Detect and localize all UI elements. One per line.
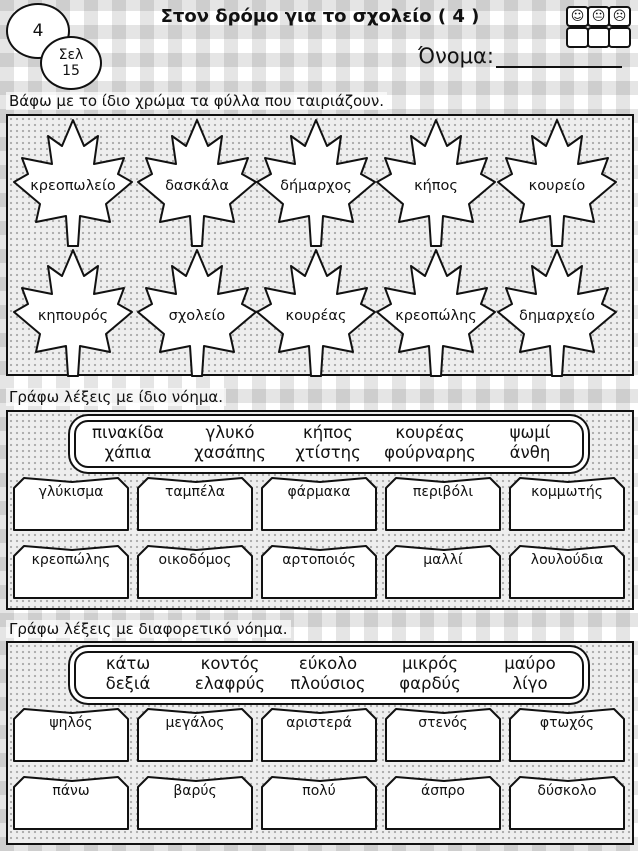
maple-leaf[interactable] [12, 248, 134, 378]
leaf-word: κρεοπωλείο [30, 178, 116, 194]
word-bank-word: κοντός [200, 654, 260, 673]
card-word: πάνω [52, 783, 90, 799]
card-word: κομμωτής [531, 484, 603, 500]
word-bank-column [380, 654, 480, 694]
word-bank-word: κήπος [303, 423, 353, 442]
maple-leaf[interactable] [255, 118, 377, 248]
synonyms-word-bank [74, 420, 584, 468]
word-bank-word: χτίστης [295, 443, 361, 462]
word-bank-column [180, 654, 280, 694]
word-card[interactable] [12, 476, 130, 532]
leaf-word: δήμαρχος [280, 178, 352, 194]
card-word: ψηλός [49, 715, 93, 731]
word-card[interactable] [12, 544, 130, 600]
leaf-word: κρεοπώλης [395, 308, 477, 324]
word-bank-column [278, 654, 378, 694]
word-card[interactable] [12, 707, 130, 763]
word-card[interactable] [136, 544, 254, 600]
blank-box[interactable] [587, 27, 610, 48]
self-assessment-faces [566, 6, 630, 48]
happy-face-icon[interactable]: ☺ [566, 6, 589, 27]
word-bank-word: κάτω [105, 654, 151, 673]
name-field[interactable] [496, 66, 622, 68]
maple-leaf[interactable] [136, 118, 258, 248]
word-bank-word: φαρδύς [399, 674, 461, 693]
card-word: μεγάλος [165, 715, 225, 731]
word-card[interactable] [508, 775, 626, 831]
card-word: βαρύς [173, 783, 217, 799]
word-card[interactable] [260, 544, 378, 600]
page-label: Σελ 15 [58, 47, 84, 79]
maple-leaf[interactable] [375, 118, 497, 248]
name-label: Όνομα: [418, 44, 494, 68]
card-word: πολύ [302, 783, 336, 799]
maple-leaf[interactable] [136, 248, 258, 378]
word-bank-word: πινακίδα [92, 423, 164, 442]
word-bank-word: ψωμί [509, 423, 551, 442]
word-bank-column [78, 423, 178, 463]
blank-box[interactable] [608, 27, 631, 48]
word-card[interactable] [384, 775, 502, 831]
page-title: Στον δρόμο για το σχολείο ( 4 ) [160, 6, 480, 27]
word-card[interactable] [12, 775, 130, 831]
word-card[interactable] [384, 707, 502, 763]
word-bank-column [278, 423, 378, 463]
maple-leaf[interactable] [496, 118, 618, 248]
leaves-panel [6, 114, 634, 376]
card-word: δύσκολο [537, 783, 597, 799]
word-bank-word: άνθη [509, 443, 551, 462]
word-card[interactable] [136, 775, 254, 831]
word-bank-word: φούρναρης [384, 443, 476, 462]
word-card[interactable] [260, 707, 378, 763]
neutral-face-icon[interactable]: 😐 [587, 6, 610, 27]
antonyms-word-bank [74, 651, 584, 699]
card-word: φάρμακα [287, 484, 351, 500]
card-word: άσπρο [421, 783, 465, 799]
word-bank-column [180, 423, 280, 463]
sad-face-icon[interactable]: ☹ [608, 6, 631, 27]
leaf-word: σχολείο [168, 308, 226, 324]
leaf-word: κουρέας [285, 308, 347, 324]
word-card[interactable] [384, 544, 502, 600]
card-word: λουλούδια [530, 552, 604, 568]
section1-instruction: Βάφω με το ίδιο χρώμα τα φύλλα που ταιριάζουν. [6, 92, 387, 110]
word-bank-word: λίγο [512, 674, 548, 693]
card-word: κρεοπώλης [31, 552, 111, 568]
card-word: οικοδόμος [158, 552, 232, 568]
word-bank-word: μικρός [401, 654, 459, 673]
leaf-word: κηπουρός [37, 308, 109, 324]
word-bank-column [380, 423, 480, 463]
maple-leaf[interactable] [255, 248, 377, 378]
card-word: ταμπέλα [164, 484, 226, 500]
worksheet-number: 4 [32, 21, 44, 41]
card-word: φτωχός [539, 715, 595, 731]
word-bank-word: πλούσιος [290, 674, 366, 693]
card-word: μαλλί [423, 552, 463, 568]
word-card[interactable] [508, 476, 626, 532]
word-bank-word: ελαφρύς [194, 674, 266, 693]
word-card[interactable] [260, 775, 378, 831]
blank-box[interactable] [566, 27, 589, 48]
word-card[interactable] [384, 476, 502, 532]
word-bank-word: εύκολο [298, 654, 358, 673]
synonyms-panel [6, 410, 634, 610]
word-bank-word: μαύρο [504, 654, 556, 673]
leaf-word: δημαρχείο [518, 308, 596, 324]
card-word: αριστερά [286, 715, 352, 731]
antonyms-panel [6, 641, 634, 845]
word-bank-word: δεξιά [105, 674, 151, 693]
card-word: γλύκισμα [38, 484, 104, 500]
section2-instruction: Γράφω λέξεις με ίδιο νόημα. [6, 388, 226, 406]
maple-leaf[interactable] [12, 118, 134, 248]
section3-instruction: Γράφω λέξεις με διαφορετικό νόημα. [6, 620, 291, 638]
maple-leaf[interactable] [375, 248, 497, 378]
word-bank-column [78, 654, 178, 694]
maple-leaf[interactable] [496, 248, 618, 378]
card-word: στενός [418, 715, 468, 731]
word-card[interactable] [260, 476, 378, 532]
word-bank-word: χάπια [104, 443, 152, 462]
leaf-word: κήπος [414, 178, 458, 194]
leaf-word: κουρείο [528, 178, 586, 194]
word-bank-word: γλυκό [205, 423, 255, 442]
word-bank-word: κουρέας [395, 423, 465, 442]
card-word: αρτοποιός [282, 552, 356, 568]
word-card[interactable] [136, 476, 254, 532]
word-card[interactable] [136, 707, 254, 763]
word-bank-column [480, 423, 580, 463]
word-card[interactable] [508, 707, 626, 763]
card-word: περιβόλι [412, 484, 474, 500]
word-card[interactable] [508, 544, 626, 600]
leaf-word: δασκάλα [165, 178, 229, 194]
page-badge [40, 36, 102, 90]
word-bank-word: χασάπης [194, 443, 266, 462]
word-bank-column [480, 654, 580, 694]
